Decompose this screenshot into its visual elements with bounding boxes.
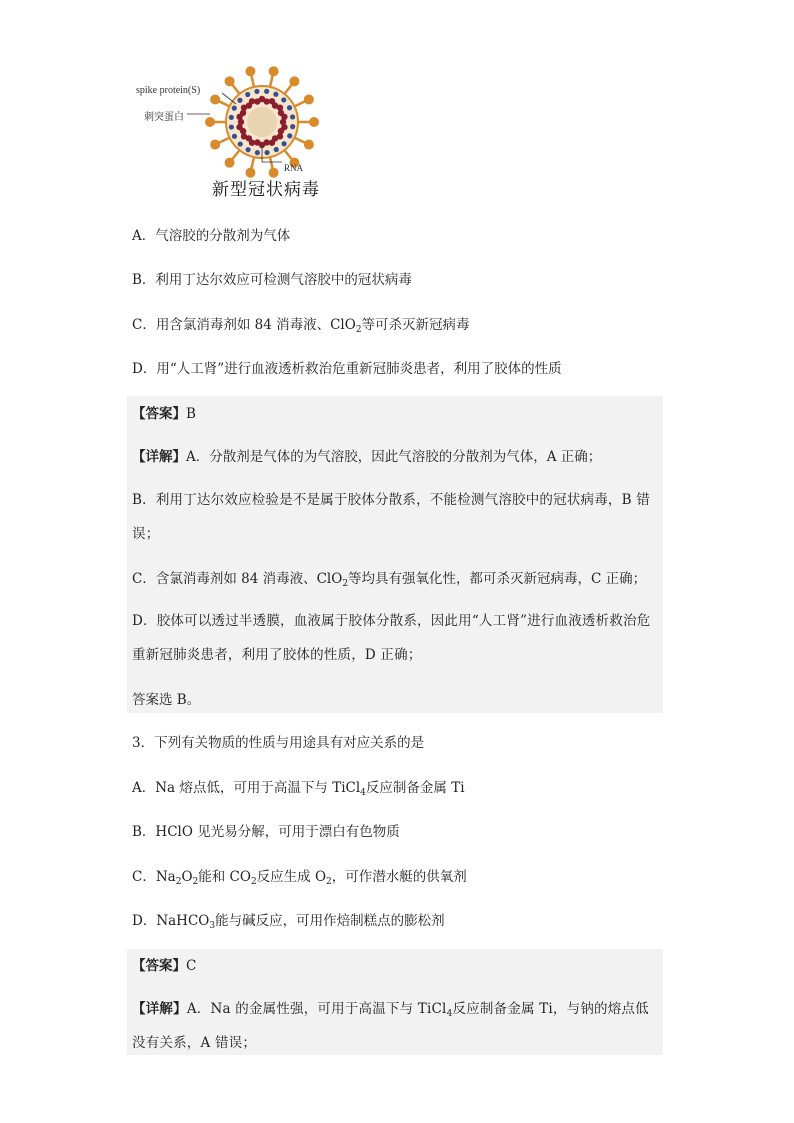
q2-detail-a-text: A．分散剂是气体的为气溶胶，因此气溶胶的分散剂为气体，A 正确； [186, 449, 602, 465]
q3-option-b: B．HClO 见光易分解，可用于漂白有色物质 [132, 824, 400, 840]
membrane-protein [237, 98, 242, 103]
q2-detail-d: D．胶体可以透过半透膜，血液属于胶体分散系，因此用“人工肾”进行血液透析救治危重新冠肺炎患者，利用了胶体的性质，D 正确； [132, 613, 651, 663]
membrane-protein [281, 97, 286, 102]
spike-head [210, 140, 220, 150]
q3-option-c-p2: O [181, 869, 193, 885]
q3-option-a-sub: 4 [360, 788, 366, 798]
membrane-protein [273, 92, 278, 97]
virus-center [247, 107, 277, 137]
membrane-protein [264, 89, 269, 94]
q3-detail-a [132, 992, 662, 1060]
spike-head [205, 117, 215, 127]
q2-answer-label: 【答案】 [132, 406, 186, 422]
q2-detail-c [132, 569, 662, 589]
q2-detail-b: B．利用丁达尔效应检验是不是属于胶体分散系，不能检测气溶胶中的冠状病毒，B 错误； [132, 492, 650, 542]
q3-answer-value: C [186, 958, 197, 974]
q2-detail-a [132, 447, 662, 467]
figure-label-rna: RNA [284, 163, 304, 173]
q3-option-a-head: A．Na 熔点低，可用于高温下与 TiCl [132, 780, 361, 796]
q3-detail-a-head: A．Na 的金属性强，可用于高温下与 TiCl [186, 1001, 447, 1017]
q3-detail-a-sub: 4 [446, 1009, 453, 1019]
q3-answer-label: 【答案】 [132, 958, 186, 974]
membrane-protein [232, 106, 237, 111]
q3-detail-label: 【详解】 [132, 1001, 187, 1017]
membrane-protein [246, 147, 251, 152]
membrane-protein [290, 114, 295, 119]
membrane-protein [281, 141, 286, 146]
q3-detail-a-tail: 反应制备金属 Ti，与钠的熔点低没有关系，A 错误； [132, 1001, 649, 1051]
q3-option-d-p1: D．NaHCO [132, 913, 210, 929]
membrane-protein [254, 89, 259, 94]
spike-head [225, 158, 235, 168]
membrane-protein [290, 124, 295, 129]
coronavirus-figure [132, 64, 332, 200]
spike-head [289, 76, 299, 86]
membrane-protein [232, 134, 237, 139]
q3-option-a-tail: 反应制备金属 Ti [365, 780, 465, 796]
q3-option-c-s1: 2 [175, 877, 182, 887]
q2-conclusion: 答案选 B。 [132, 692, 201, 708]
q3-option-c-p4: 反应生成 O [256, 869, 327, 885]
membrane-protein [255, 150, 260, 155]
q2-option-a: A．气溶胶的分散剂为气体 [132, 228, 291, 244]
figure-label-spike-en: spike protein(S) [136, 85, 201, 96]
q3-option-d-p2: 能与碱反应，可用作焙制糕点的膨松剂 [215, 913, 445, 929]
spike-head [210, 94, 220, 104]
spike-head [304, 94, 314, 104]
spike-head [269, 66, 279, 76]
rna-core-bead [281, 114, 287, 120]
q2-option-c-tail: 等可杀灭新冠病毒 [361, 317, 470, 333]
q3-option-a [132, 778, 662, 798]
q3-option-c-p1: C．Na [132, 869, 176, 885]
spike-head [225, 76, 235, 86]
membrane-protein [274, 147, 279, 152]
q3-option-c-s4: 2 [326, 877, 332, 887]
q2-detail-c-sub: 2 [342, 579, 349, 589]
membrane-protein [287, 105, 292, 110]
membrane-protein [238, 141, 243, 146]
q2-option-d: D．用“人工肾”进行血液透析救治危重新冠肺炎患者，利用了胶体的性质 [132, 361, 562, 377]
q3-option-c-p3: 能和 CO [198, 869, 251, 885]
q2-detail-label: 【详解】 [132, 449, 186, 465]
figure-label-spike-cn: 刺突蛋白 [144, 112, 184, 123]
q3-option-c-s3: 2 [250, 877, 257, 887]
q2-answer [132, 404, 662, 424]
q3-option-c [132, 867, 662, 887]
membrane-protein [229, 124, 234, 129]
q3-option-c-p5: ，可作潜水艇的供氧剂 [331, 869, 467, 885]
q2-detail-c-head: C．含氯消毒剂如 84 消毒液、ClO [132, 571, 343, 587]
spike-head [304, 140, 314, 150]
membrane-protein [229, 115, 234, 120]
figure-caption: 新型冠状病毒 [212, 180, 320, 199]
q2-answer-value: B [186, 406, 196, 422]
membrane-protein [264, 150, 269, 155]
spike-head [309, 117, 319, 127]
q2-detail-c-tail: 等均具有强氧化性，都可杀灭新冠病毒，C 正确； [348, 571, 647, 587]
q2-option-b: B．利用丁达尔效应可检测气溶胶中的冠状病毒 [132, 272, 412, 288]
q2-option-c-sub: 2 [355, 325, 362, 335]
q2-option-c-head: C．用含氯消毒剂如 84 消毒液、ClO [132, 317, 356, 333]
q2-option-c [132, 315, 662, 335]
q3-option-d-s1: 3 [209, 921, 216, 931]
q3-answer [132, 956, 662, 976]
spike-head [245, 66, 255, 76]
q3-option-d [132, 911, 662, 931]
membrane-protein [245, 92, 250, 97]
membrane-protein [287, 133, 292, 138]
q3-option-c-s2: 2 [192, 877, 199, 887]
q3-stem: 3．下列有关物质的性质与用途具有对应关系的是 [132, 735, 425, 751]
